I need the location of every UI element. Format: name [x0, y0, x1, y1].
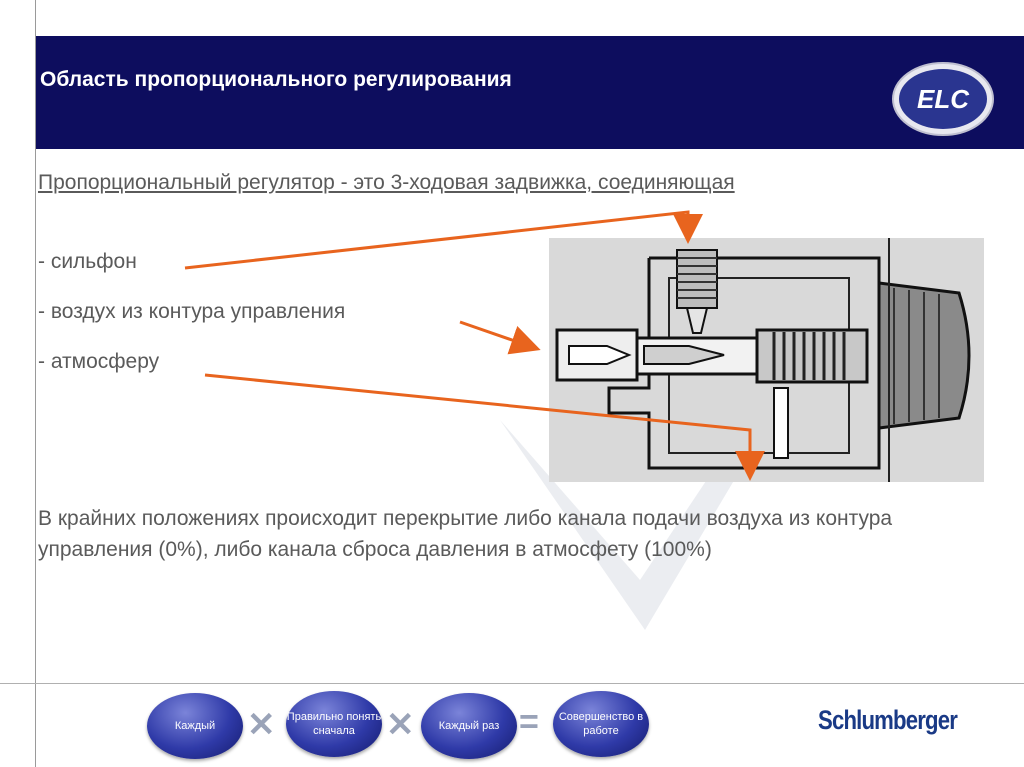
schlumberger-logo: Schlumberger [818, 705, 958, 735]
times-icon: ✕ [247, 706, 276, 744]
motto-step-every: Каждый [147, 693, 243, 759]
regulator-diagram [549, 238, 984, 482]
bullet-control-air: - воздух из контура управления [38, 300, 346, 323]
arrow-control-air [460, 322, 535, 348]
slide-title: Область пропорционального регулирования [40, 68, 512, 91]
motto-step-understand: Правильно понять сначала [286, 691, 382, 757]
times-icon: ✕ [386, 706, 415, 744]
motto-step-every-time: Каждый раз [421, 693, 517, 759]
bullet-bellows: - сильфон [38, 250, 137, 273]
equals-icon: = [519, 703, 539, 741]
elc-logo [885, 56, 1001, 142]
bullet-atmosphere: - атмосферу [38, 350, 160, 373]
logo-text: ELC [917, 84, 969, 114]
intro-text: Пропорциональный регулятор - это 3-ходовая задвижка, соединяющая [38, 171, 735, 194]
slide-header [36, 36, 1024, 149]
footer-divider [0, 683, 1024, 684]
motto-step-excellence: Совершенство в работе [553, 691, 649, 757]
explanation-paragraph: В крайних положениях происходит перекрытие либо канала подачи воздуха из контура управления (0%), либо канала сброса давления в атмосфету (100%) [38, 507, 893, 561]
motto-bar [143, 691, 648, 761]
